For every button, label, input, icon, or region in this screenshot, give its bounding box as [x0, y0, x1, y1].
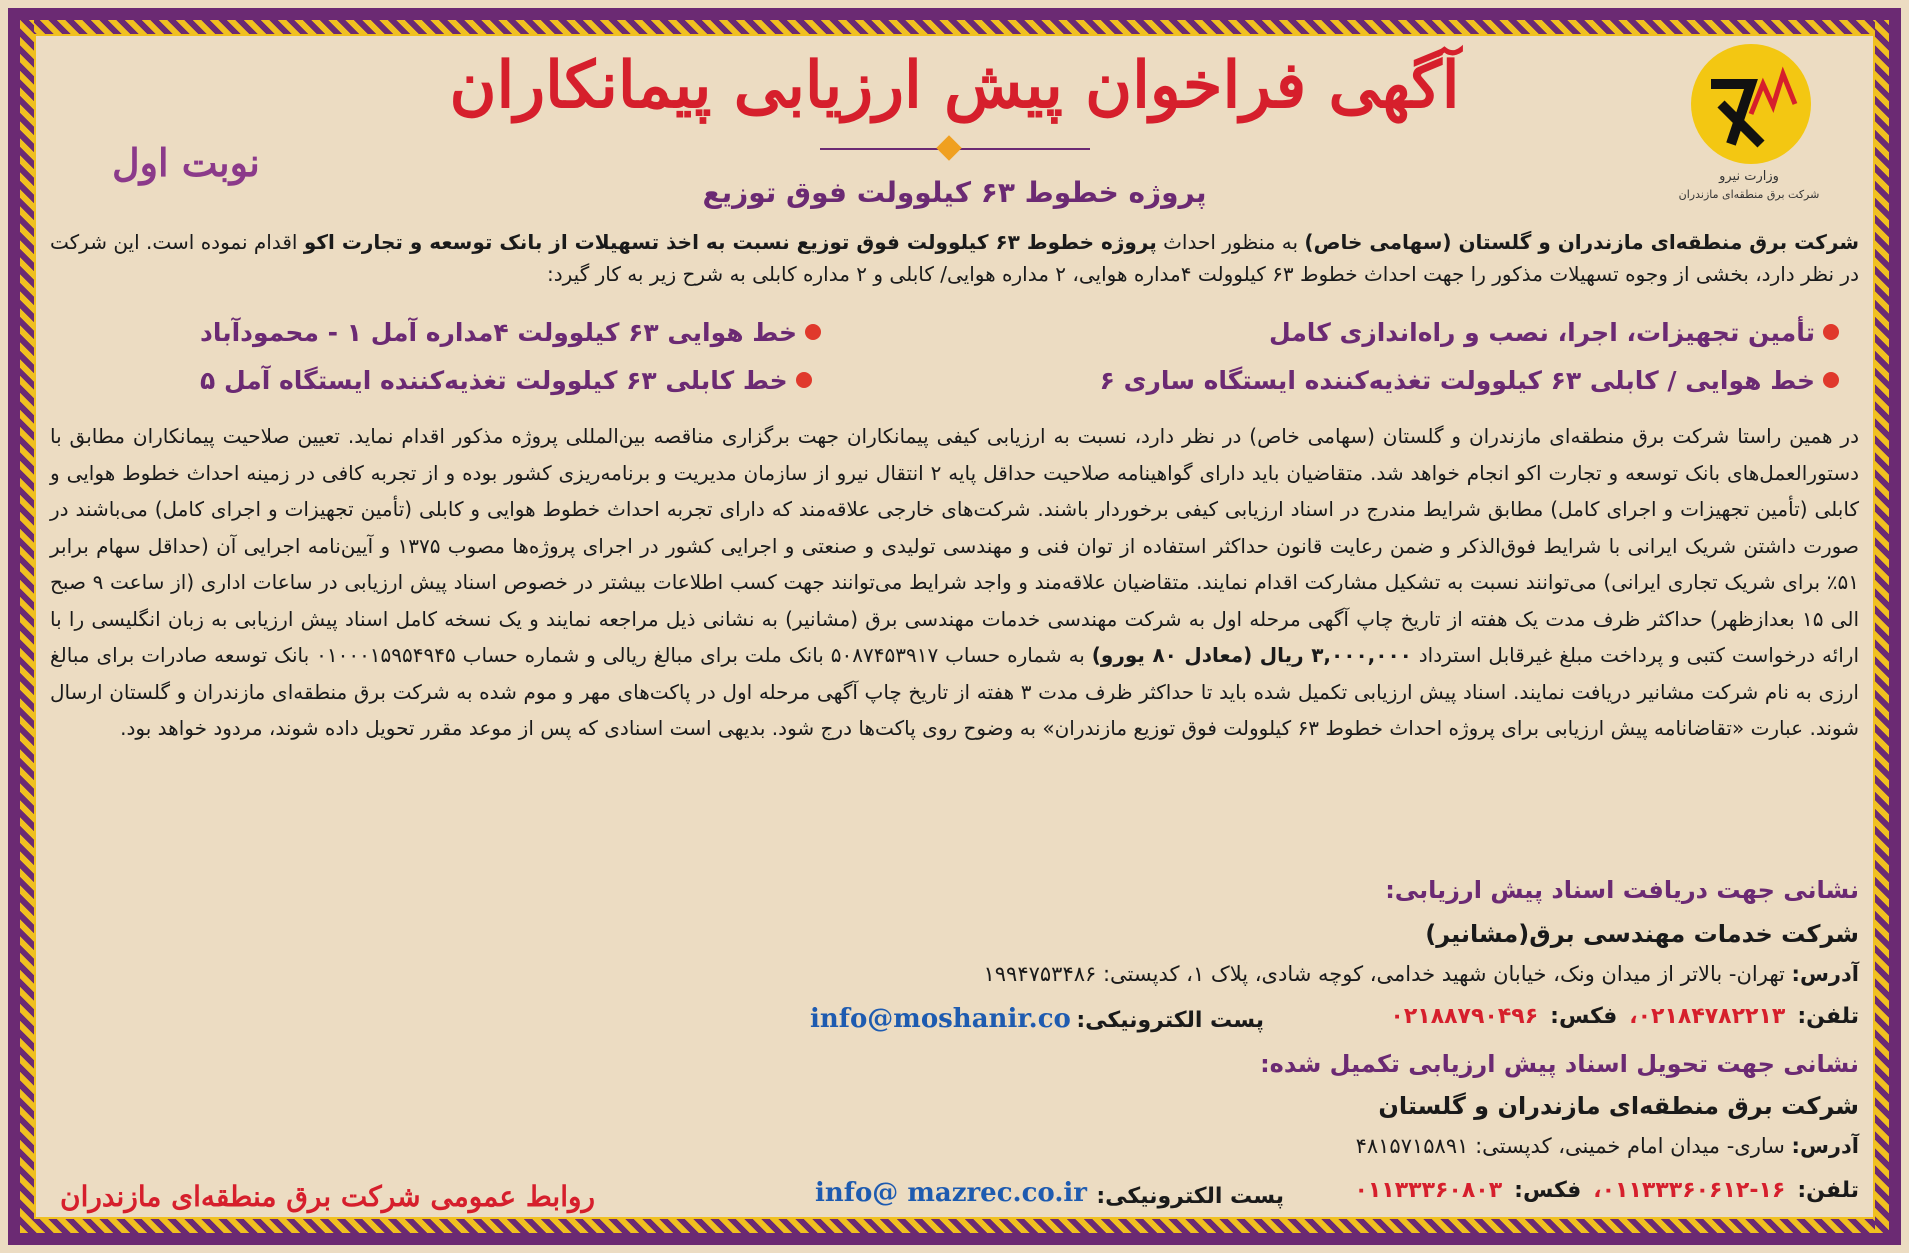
intro-text1: به منظور احداث [1156, 230, 1305, 254]
deliver-company: شرکت برق منطقه‌ای مازندران و گلستان [1378, 1092, 1859, 1120]
address-text: تهران- بالاتر از میدان ونک، خیابان شهید خدامی، کوچه شادی، پلاک ۱، کدپستی: ۱۹۹۴۷۵۳۴۸۶ [983, 962, 1792, 986]
project-subtitle: پروژه خطوط ۶۳ کیلوولت فوق توزیع [702, 176, 1207, 209]
bullet-item [1269, 318, 1839, 347]
receive-heading: نشانی جهت دریافت اسناد پیش ارزیابی: [1385, 876, 1859, 904]
public-relations-signature: روابط عمومی شرکت برق منطقه‌ای مازندران [60, 1180, 596, 1213]
logo-line1: وزارت نیرو [1719, 169, 1779, 184]
conditions-paragraph [50, 398, 1859, 767]
fax-number: ۰۱۱۳۳۳۶۰۸۰۳ [1354, 1178, 1503, 1203]
phone-label: تلفن: [1797, 1004, 1859, 1029]
intro-paragraph [50, 226, 1859, 290]
intro-company: شرکت برق منطقه‌ای مازندران و گلستان (سهامی خاص) [1304, 230, 1860, 254]
bullet-item [1100, 366, 1839, 395]
scope-bullets [200, 308, 1839, 404]
body-p2: به شماره حساب ۵۰۸۷۴۵۳۹۱۷ بانک ملت برای مبالغ ریالی و شماره حساب ۰۱۰۰۰۱۵۹۵۴۹۴۵ بانک توسعه صادرات برای مبالغ ارزی به نام شرکت مشانیر دریافت نمایند. اسناد پیش ارزیابی تکمیل شده باید تا حداکثر ظرف مدت ۳ هفته از تاریخ چاپ آگهی مرحله اول در پاکت‌های مهر و موم شده به شرکت برق منطقه‌ای مازندران و گلستان ارسال شوند. عبارت «تقاضانامه پیش ارزیابی برای پروژه احداث خطوط ۶۳ کیلوولت فوق توزیع مازندران» به وضوح روی پاکت‌ها درج شود. بدیهی است اسنادی که پس از موعد مقرر تحویل داده شوند، مردود خواهد بود. [50, 643, 1859, 740]
phone-number: ۰۱۱۳۳۳۶۰۶۱۲-۱۶، [1593, 1178, 1786, 1203]
fax-label: فکس: [1514, 1178, 1582, 1203]
bullet-item [200, 318, 821, 347]
logo-line2: شرکت برق منطقه‌ای مازندران [1678, 188, 1820, 201]
address-label: آدرس: [1791, 1134, 1859, 1158]
deliver-contact-row [1354, 1178, 1859, 1203]
receive-address [984, 962, 1860, 986]
intro-project: پروژه خطوط ۶۳ کیلوولت فوق توزیع نسبت به اخذ تسهیلات از بانک توسعه و تجارت اکو [303, 230, 1157, 254]
deliver-email-link[interactable]: info@ mazrec.co.ir [815, 1178, 1087, 1208]
address-label: آدرس: [1791, 962, 1859, 986]
notice-title: آگهی فراخوان پیش ارزیابی پیمانکاران [449, 48, 1460, 123]
round-label: نوبت اول [112, 140, 260, 185]
bullet-item [200, 366, 812, 395]
bullet-text: خط کابلی ۶۳ کیلوولت تغذیه‌کننده ایستگاه آمل ۵ [200, 365, 788, 395]
receive-email-link[interactable]: info@moshanir.co [810, 1004, 1071, 1034]
receive-email-label: پست الکترونیکی: [1076, 1008, 1264, 1033]
deliver-heading: نشانی جهت تحویل اسناد پیش ارزیابی تکمیل شده: [1260, 1050, 1859, 1078]
bullet-text: خط هوایی / کابلی ۶۳ کیلوولت تغذیه‌کننده ایستگاه ساری ۶ [1099, 365, 1815, 395]
body-p1: در همین راستا شرکت برق منطقه‌ای مازندران و گلستان (سهامی خاص) در نظر دارد، نسبت به ارزیابی کیفی پیمانکاران جهت برگزاری مناقصه بین‌المللی پروژه مذکور اقدام نماید. تعیین صلاحیت پیمانکاران مطابق با دستورالعمل‌های بانک توسعه و تجارت اکو انجام خواهد شد. متقاضیان باید دارای گواهینامه صلاحیت حداقل پایه ۲ انتقال نیرو از سازمان مدیریت و برنامه‌ریزی کشور بوده و از تجربه کافی در زمینه احداث خطوط هوایی و کابلی (تأمین تجهیزات و اجرای کامل) مطابق شرایط مندرج در اسناد ارزیابی کیفی برخوردار باشند. شرکت‌های خارجی علاقه‌مند که دارای تجربه احداث خطوط هوایی و کابلی (تأمین تجهیزات و اجرای کامل) می‌باشند در صورت داشتن شریک ایرانی با شرایط فوق‌الذکر و ضمن رعایت قانون حداکثر استفاده از توان فنی و مهندسی تولیدی و صنعتی و اجرایی کشور در اجرای پروژه‌ها مصوب ۱۳۷۵ و آیین‌نامه اجرایی آن (حداقل سهام برابر ۵۱٪ برای شریک تجاری ایرانی) می‌توانند نسبت به تشکیل مشارکت اقدام نمایند. متقاضیان علاقه‌مند و واجد شرایط می‌توانند جهت کسب اطلاعات بیشتر در خصوص اسناد پیش ارزیابی در ساعات اداری (از ساعت ۹ صبح الی ۱۵ بعدازظهر) حداکثر ظرف مدت یک هفته از تاریخ چاپ آگهی مرحله اول به شرکت مهندسی خدمات مهندسی برق (مشانیر) به نشانی ذیل مراجعه نمایند و یک نسخه کامل اسناد پیش ارزیابی به زبان انگلیسی را با ارائه درخواست کتبی و پرداخت مبلغ غیرقابل استرداد [50, 424, 1860, 667]
address-text: ساری- میدان امام خمینی، کدپستی: ۴۸۱۵۷۱۵۸۹۱ [1355, 1134, 1792, 1158]
fee-amount: ۳,۰۰۰,۰۰۰ ریال (معادل ۸۰ یورو) [1091, 643, 1412, 667]
deliver-address [1356, 1134, 1859, 1158]
bullet-dot-icon [1823, 324, 1839, 340]
bullet-text: تأمین تجهیزات، اجرا، نصب و راه‌اندازی کامل [1269, 317, 1815, 347]
intro-text2: اقدام نموده است. این شرکت در نظر دارد، بخشی از وجوه تسهیلات مذکور را جهت احداث خطوط ۶۳ کیلوولت ۴مداره هوایی، ۲ مداره هوایی/ کابلی و ۲ مداره کابلی به شرح زیر به کار گیرد: [50, 230, 1859, 286]
phone-label: تلفن: [1797, 1178, 1859, 1203]
phone-number: ۰۲۱۸۴۷۸۲۲۱۳، [1629, 1004, 1786, 1029]
bullet-dot-icon [1823, 372, 1839, 388]
bullet-dot-icon [805, 324, 821, 340]
bullet-text: خط هوایی ۶۳ کیلوولت ۴مداره آمل ۱ - محمودآباد [200, 317, 798, 347]
deliver-email-label: پست الکترونیکی: [1096, 1184, 1284, 1209]
fax-label: فکس: [1550, 1004, 1618, 1029]
fax-number: ۰۲۱۸۸۷۹۰۴۹۶ [1390, 1004, 1539, 1029]
bullet-dot-icon [796, 372, 812, 388]
receive-company: شرکت خدمات مهندسی برق(مشانیر) [1425, 920, 1859, 948]
receive-contact-row [1390, 1004, 1859, 1029]
